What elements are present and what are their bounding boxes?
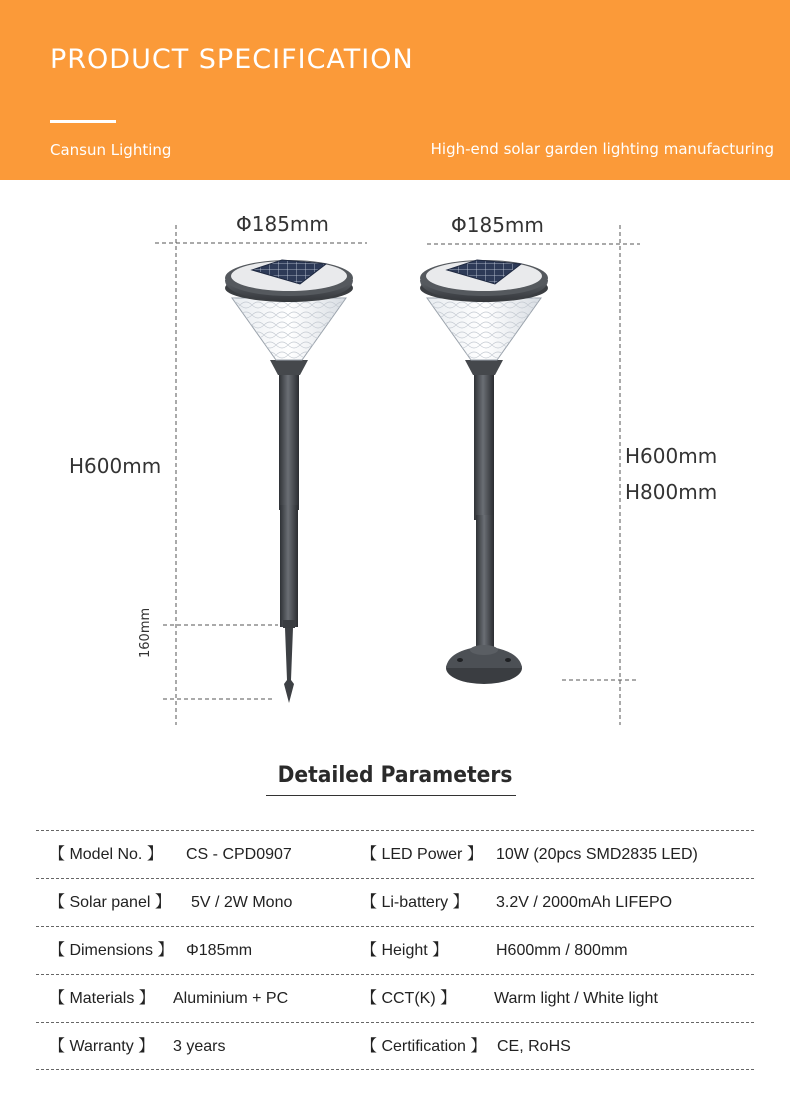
spec-key: 【 LED Power 】 bbox=[361, 846, 483, 863]
left-spike-label: 160mm bbox=[138, 607, 153, 658]
right-lamp-drawing bbox=[420, 260, 548, 684]
spec-key: 【 Dimensions 】 bbox=[49, 942, 174, 959]
spec-value: 10W (20pcs SMD2835 LED) bbox=[496, 846, 698, 863]
spec-key: 【 CCT(K) 】 bbox=[361, 990, 457, 1007]
brand-tagline: High-end solar garden lighting manufacturing bbox=[430, 140, 774, 158]
right-width-label: Φ185mm bbox=[451, 213, 544, 237]
spec-value: 3.2V / 2000mAh LIFEPO bbox=[496, 894, 673, 911]
spec-table bbox=[36, 830, 754, 1070]
left-width-label: Φ185mm bbox=[236, 212, 329, 236]
section-title-underline bbox=[266, 795, 516, 796]
spec-value: 5V / 2W Mono bbox=[191, 894, 293, 911]
spec-value: CS - CPD0907 bbox=[186, 846, 292, 863]
spec-row bbox=[36, 974, 754, 1022]
spec-key: 【 Solar panel 】 bbox=[49, 894, 171, 911]
right-height-label-600: H600mm bbox=[625, 444, 718, 468]
spec-value: Φ185mm bbox=[186, 942, 253, 959]
spec-value: Warm light / White light bbox=[494, 990, 658, 1007]
right-height-label-800: H800mm bbox=[625, 480, 718, 504]
spec-row bbox=[36, 878, 754, 926]
spec-row bbox=[36, 830, 754, 878]
spec-row bbox=[36, 926, 754, 974]
spec-value: 3 years bbox=[173, 1038, 226, 1055]
spec-value: CE, RoHS bbox=[497, 1038, 571, 1055]
header-banner bbox=[0, 0, 790, 180]
spec-value: Aluminium + PC bbox=[173, 990, 289, 1007]
spec-key: 【 Height 】 bbox=[361, 942, 449, 959]
spec-row bbox=[36, 1022, 754, 1070]
section-title: Detailed Parameters bbox=[277, 763, 513, 788]
product-dimension-diagram bbox=[0, 180, 790, 740]
brand-name: Cansun Lighting bbox=[50, 141, 172, 159]
spec-key: 【 Model No. 】 bbox=[49, 846, 163, 863]
left-height-label: H600mm bbox=[69, 454, 162, 478]
spec-value: H600mm / 800mm bbox=[496, 942, 628, 959]
spec-key: 【 Materials 】 bbox=[49, 990, 155, 1007]
left-lamp-drawing bbox=[225, 260, 353, 703]
page-title: PRODUCT SPECIFICATION bbox=[50, 44, 414, 75]
spec-key: 【 Warranty 】 bbox=[49, 1038, 155, 1055]
spec-key: 【 Certification 】 bbox=[361, 1038, 487, 1055]
title-underline bbox=[50, 120, 116, 123]
spec-key: 【 Li-battery 】 bbox=[361, 894, 469, 911]
